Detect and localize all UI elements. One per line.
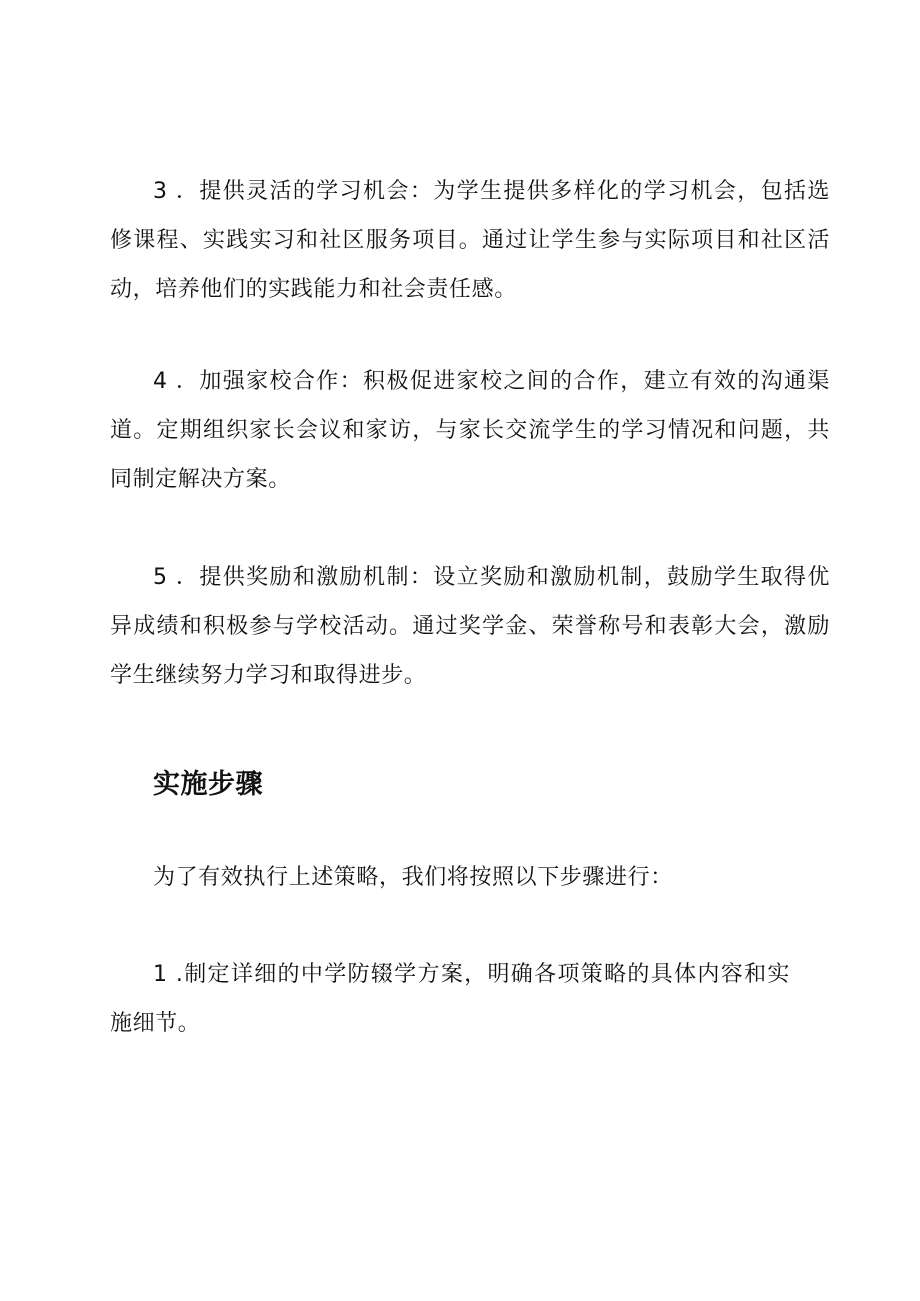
step-item-1: 1 .制定详细的中学防辍学方案，明确各项策略的具体内容和实施细节。 bbox=[110, 962, 790, 1036]
paragraph-item-5: 5 ．提供奖励和激励机制：设立奖励和激励机制，鼓励学生取得优异成绩和积极参与学校活动。通过奖学金、荣誉称号和表彰大会，激励学生继续努力学习和取得进步。 bbox=[110, 565, 830, 688]
paragraph-item-4: 4 ．加强家校合作：积极促进家校之间的合作，建立有效的沟通渠道。定期组织家长会议和家访，与家长交流学生的学习情况和问题，共同制定解决方案。 bbox=[110, 369, 830, 492]
paragraph-item-3: 3 ．提供灵活的学习机会：为学生提供多样化的学习机会，包括选修课程、实践实习和社区服务项目。通过让学生参与实际项目和社区活动，培养他们的实践能力和社会责任感。 bbox=[110, 179, 830, 302]
intro-paragraph: 为了有效执行上述策略，我们将按照以下步骤进行： bbox=[153, 865, 673, 890]
section-heading: 实施步骤 bbox=[153, 769, 263, 800]
